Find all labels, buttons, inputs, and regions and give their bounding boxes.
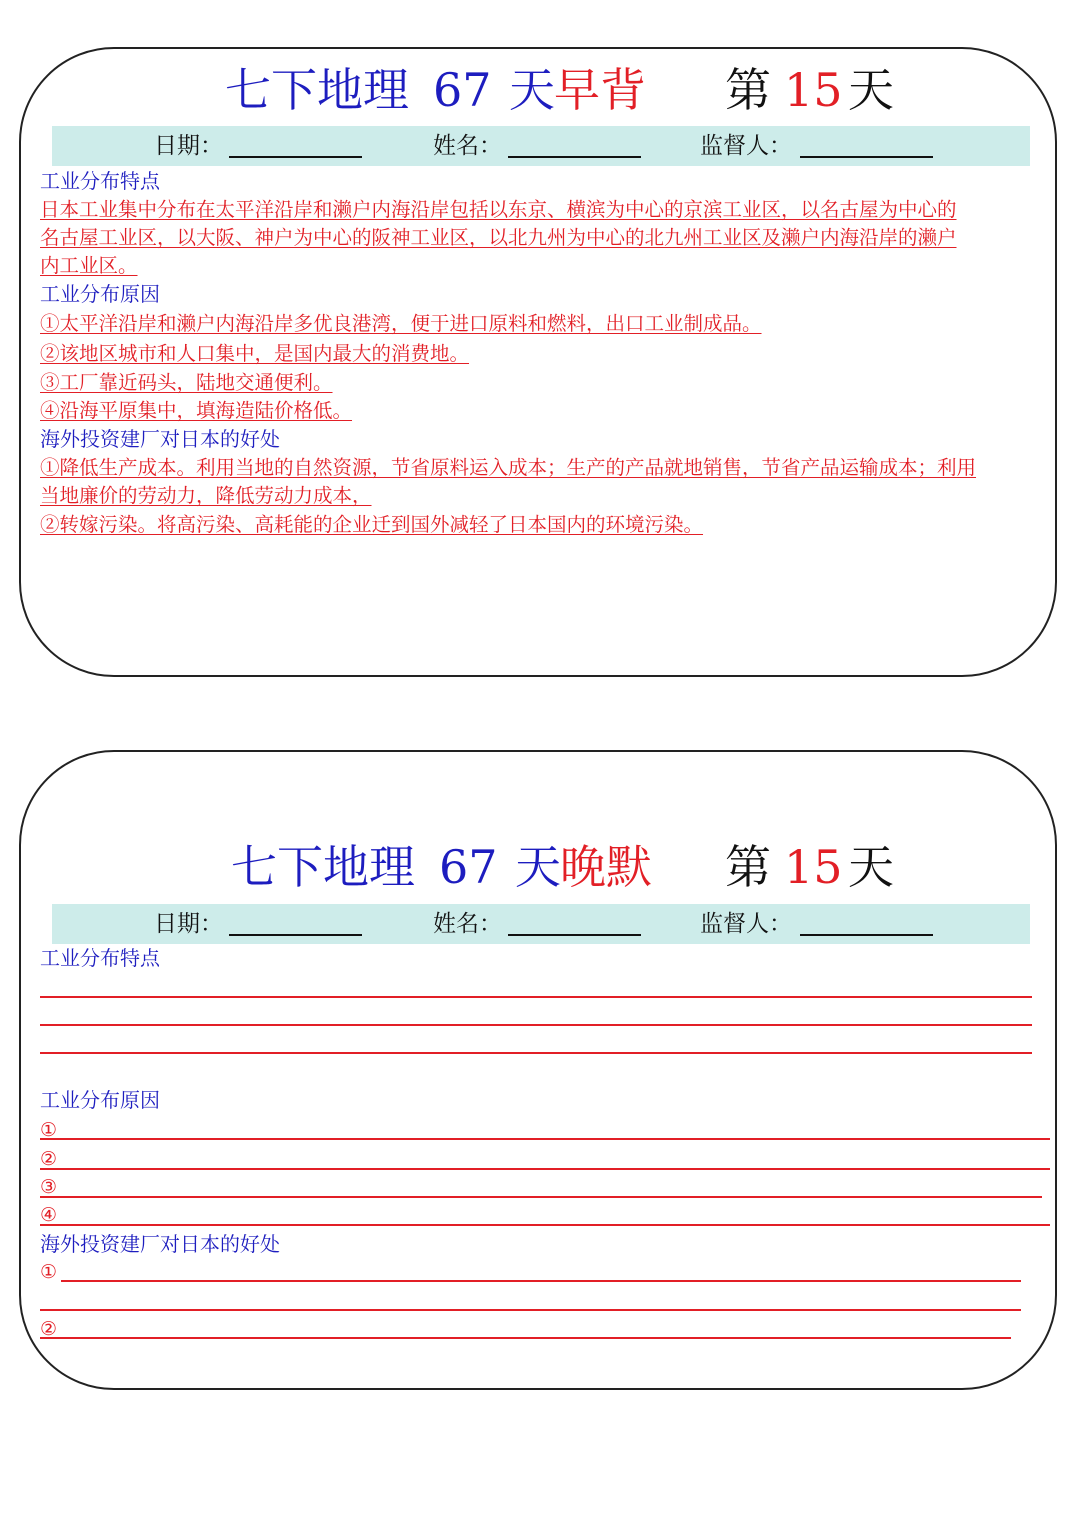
card-title (21, 55, 1055, 125)
name-label: 姓名： (433, 133, 502, 159)
info-bar (52, 126, 1030, 166)
name-blank[interactable] (508, 156, 641, 158)
title-total-days: 67 (433, 63, 492, 117)
date-blank[interactable] (229, 934, 362, 936)
evening-dictation-card (19, 750, 1057, 1390)
day-number: 15 (784, 63, 843, 117)
answer-line[interactable] (40, 1138, 1050, 1140)
distribution-line: 内工业区。 (40, 254, 138, 277)
overseas-benefit-line: 当地廉价的劳动力，降低劳动力成本， (40, 484, 372, 507)
benefit-number: ① (40, 1261, 58, 1283)
section-heading-reasons: 工业分布原因 (40, 282, 160, 306)
reason-line: ④沿海平原集中，填海造陆价格低。 (40, 399, 353, 422)
title-total-days: 67 (439, 840, 498, 894)
reason-line: ③工厂靠近码头，陆地交通便利。 (40, 371, 333, 394)
answer-line[interactable] (40, 1196, 1042, 1198)
supervisor-label: 监督人： (700, 911, 792, 937)
date-label: 日期： (154, 133, 223, 159)
info-bar (52, 904, 1030, 944)
title-mode: 早背 (554, 63, 646, 117)
answer-line[interactable] (40, 1024, 1032, 1026)
card-title (21, 832, 1055, 902)
day-suffix: 天 (848, 840, 894, 894)
reason-number: ③ (40, 1176, 58, 1198)
overseas-benefit-line: ①降低生产成本。利用当地的自然资源，节省原料运入成本；生产的产品就地销售，节省产品运输成本；利用 (40, 456, 977, 479)
answer-line[interactable] (40, 1168, 1050, 1170)
section-heading-distribution: 工业分布特点 (40, 169, 160, 193)
supervisor-blank[interactable] (800, 934, 933, 936)
day-suffix: 天 (848, 63, 894, 117)
reason-line: ①太平洋沿岸和濑户内海沿岸多优良港湾，便于进口原料和燃料，出口工业制成品。 (40, 312, 762, 335)
title-day-unit: 天 (509, 63, 555, 117)
answer-line[interactable] (40, 1309, 1021, 1311)
title-mode: 晚默 (560, 840, 652, 894)
section-heading-reasons: 工业分布原因 (40, 1088, 160, 1112)
reason-number: ① (40, 1119, 58, 1141)
reason-line: ②该地区城市和人口集中，是国内最大的消费地。 (40, 342, 470, 365)
title-day-unit: 天 (515, 840, 561, 894)
section-heading-overseas: 海外投资建厂对日本的好处 (40, 1232, 280, 1256)
date-blank[interactable] (229, 156, 362, 158)
name-blank[interactable] (508, 934, 641, 936)
answer-line[interactable] (40, 996, 1032, 998)
answer-line[interactable] (40, 1224, 1050, 1226)
answer-line[interactable] (40, 1052, 1032, 1054)
distribution-line: 名古屋工业区，以大阪、神户为中心的阪神工业区，以北九州为中心的北九州工业区及濑户内海沿岸的濑户 (40, 226, 957, 249)
day-prefix: 第 (725, 840, 771, 894)
section-heading-overseas: 海外投资建厂对日本的好处 (40, 427, 280, 451)
day-prefix: 第 (725, 63, 771, 117)
reason-number: ② (40, 1148, 58, 1170)
title-subject: 七下地理 (231, 840, 415, 894)
name-label: 姓名： (433, 911, 502, 937)
benefit-number: ② (40, 1318, 58, 1340)
title-subject: 七下地理 (225, 63, 409, 117)
answer-line[interactable] (61, 1280, 1021, 1282)
answer-line[interactable] (40, 1337, 1011, 1339)
supervisor-blank[interactable] (800, 156, 933, 158)
distribution-line: 日本工业集中分布在太平洋沿岸和濑户内海沿岸包括以东京、横滨为中心的京滨工业区，以名古屋为中心的 (40, 198, 957, 221)
date-label: 日期： (154, 911, 223, 937)
section-heading-distribution: 工业分布特点 (40, 946, 160, 970)
supervisor-label: 监督人： (700, 133, 792, 159)
overseas-benefit-line: ②转嫁污染。将高污染、高耗能的企业迁到国外减轻了日本国内的环境污染。 (40, 513, 704, 536)
day-number: 15 (784, 840, 843, 894)
morning-recitation-card (19, 47, 1057, 677)
reason-number: ④ (40, 1204, 58, 1226)
